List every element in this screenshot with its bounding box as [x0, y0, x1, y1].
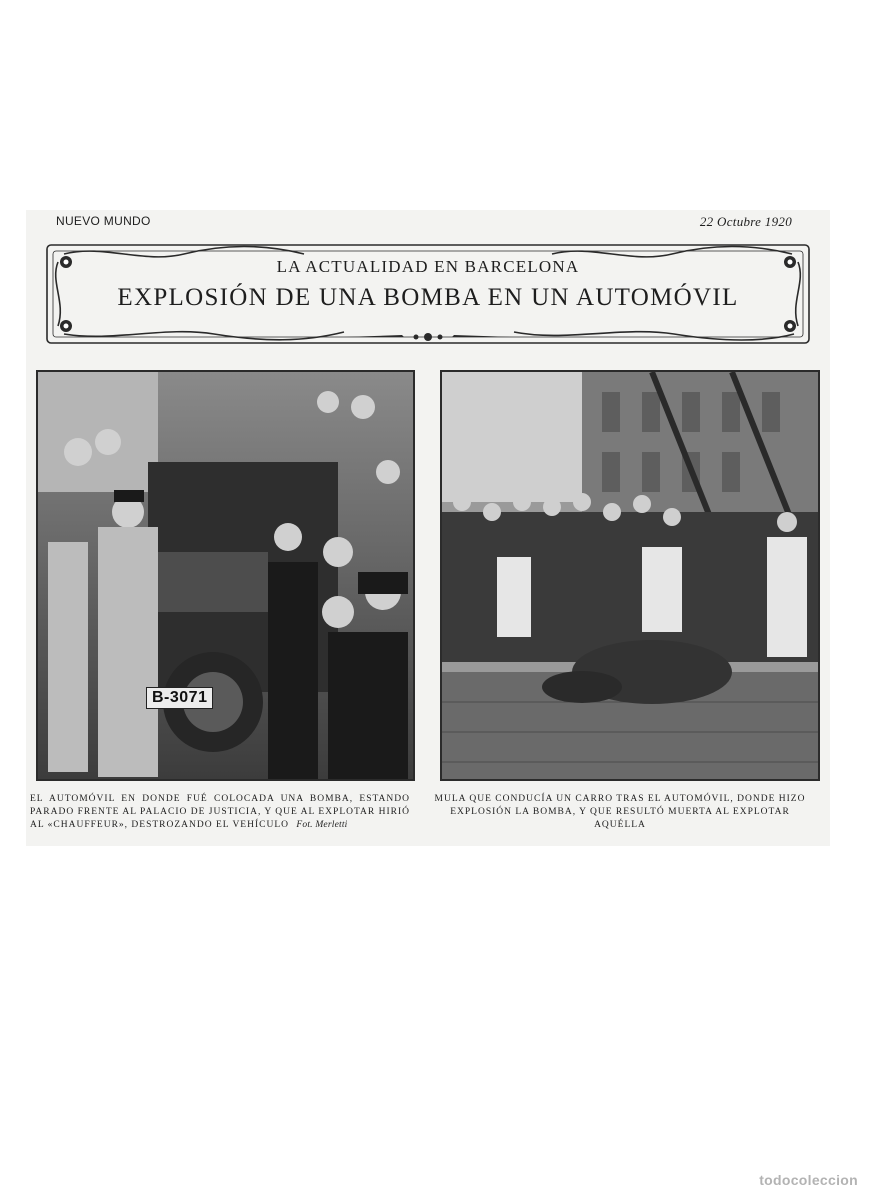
car-crowd-photo [36, 370, 415, 781]
issue-date: 22 Octubre 1920 [699, 214, 792, 229]
watermark-logo: todocoleccion [759, 1172, 858, 1188]
photo-car-crowd-icon [38, 372, 413, 779]
right-photo-caption [426, 793, 814, 832]
left-caption-text: EL AUTOMÓVIL EN DONDE FUÉ COLOCADA UNA BOMBA, ESTANDO PARADO FRENTE AL PALACIO DE JUSTICIA, Y QUE AL EXPLOTAR HIRIÓ AL «CHAUFFEUR», DESTROZANDO EL VEHÍCULO [30, 794, 410, 830]
section-kicker: LA ACTUALIDAD EN BARCELONA [276, 257, 580, 276]
magazine-page [26, 210, 830, 846]
article-headline: EXPLOSIÓN DE UNA BOMBA EN UN AUTOMÓVIL [117, 284, 739, 311]
left-photo-caption [30, 793, 410, 832]
publication-name: NUEVO MUNDO [56, 214, 151, 228]
photo-credit: Fot. Merletti [296, 820, 348, 830]
ornamental-header [44, 242, 812, 346]
street-mule-photo [440, 370, 820, 781]
right-caption-text: MULA QUE CONDUCÍA UN CARRO TRAS EL AUTOMÓVIL, DONDE HIZO EXPLOSIÓN LA BOMBA, Y QUE RESULTÓ MUERTA AL EXPLOTAR AQUÉLLA [434, 794, 806, 830]
license-plate: B-3071 [146, 687, 213, 709]
photo-street-mule-icon [442, 372, 818, 779]
